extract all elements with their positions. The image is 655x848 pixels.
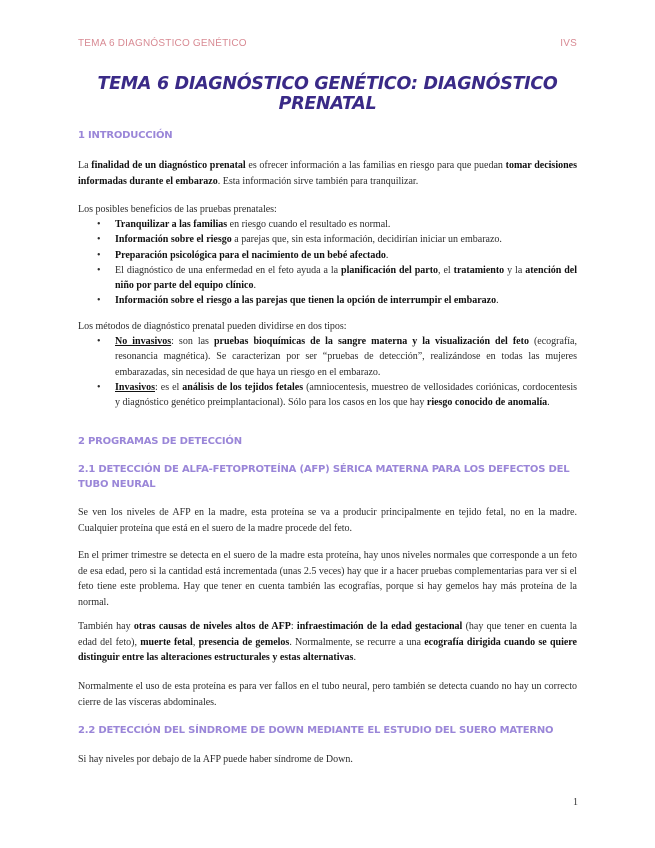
list-item — [78, 263, 577, 294]
subsection-heading-down: 2.2 DETECCIÓN DEL SÍNDROME DE DOWN MEDIANTE EL ESTUDIO DEL SUERO MATERNO — [78, 725, 554, 736]
bold-run: finalidad de un diagnóstico prenatal — [91, 160, 246, 171]
term-invasivos: Invasivos — [115, 381, 156, 393]
bold-run: planificación del parto — [341, 264, 439, 276]
running-header — [78, 38, 577, 49]
text-run: (amniocentesis, muestreo de vellosidades coriónicas, cordocentesis y diagnóstico genético preimplantacional). Sólo para los casos en los que hay — [115, 381, 577, 409]
header-initials: IVS — [560, 38, 577, 49]
text-run: También hay — [78, 621, 134, 632]
text-run: . Normalmente, se recurre a una — [289, 636, 425, 648]
text-run: . — [385, 249, 389, 261]
text-run: El diagnóstico de una enfermedad en el feto ayuda a la — [115, 264, 342, 276]
bold-run: infraestimación de la edad gestacional — [296, 621, 463, 632]
section-heading-programas: 2 PROGRAMAS DE DETECCIÓN — [78, 436, 242, 447]
page-number: 1 — [573, 797, 578, 808]
bold-run: tomar decisiones informadas durante el embarazo — [78, 160, 577, 187]
text-run: (ecografía, resonancia magnética). Se caracterizan por ser “pruebas de detección”, realizándose en todas las mujeres embarazadas, sin necesidad de que haya un riesgo en el embarazo. — [115, 336, 577, 378]
methods-intro: Los métodos de diagnóstico prenatal pueden dividirse en dos tipos: — [78, 321, 347, 332]
list-item — [78, 232, 577, 247]
bold-run: muerte fetal — [140, 636, 193, 648]
bold-run: tratamiento — [453, 264, 505, 276]
intro-paragraph — [78, 158, 577, 189]
text-run: : son las — [171, 336, 214, 347]
list-item — [78, 334, 577, 380]
bold-run: atención del niño por parte del equipo clínico — [115, 264, 578, 292]
text-run: La — [78, 160, 92, 171]
subsection-heading-afp: 2.1 DETECCIÓN DE ALFA-FETOPROTEÍNA (AFP) SÉRICA MATERNA PARA LOS DEFECTOS DEL TUBO NEURAL — [78, 464, 570, 490]
text-run: , — [192, 636, 199, 648]
text-run: . Esta información sirve también para tranquilizar. — [217, 175, 419, 187]
text-run: . — [253, 280, 256, 292]
text-run: en riesgo cuando el resultado es normal. — [227, 219, 391, 230]
bold-run: análisis de los tejidos fetales — [182, 381, 304, 393]
text-run: . — [353, 652, 356, 663]
bold-run: presencia de gemelos — [198, 636, 290, 648]
bold-run: pruebas bioquímicas de la sangre materna y la visualización del feto — [213, 336, 529, 347]
list-item — [78, 380, 577, 411]
text-run: . — [496, 295, 499, 307]
bold-run: Preparación psicológica para el nacimiento de un bebé afectado — [115, 249, 386, 261]
bold-run: Información sobre el riesgo — [115, 234, 232, 246]
header-title: TEMA 6 DIAGNÓSTICO GENÉTICO — [78, 38, 247, 49]
bold-run: ecografía dirigida cuando se quiere distinguir entre las alteraciones estructurales y estas alternativas — [78, 636, 577, 663]
section-heading-introduccion: 1 INTRODUCCIÓN — [78, 130, 173, 141]
bold-run: Tranquilizar a las familias — [115, 219, 228, 230]
benefits-list — [78, 217, 577, 309]
bold-run: Información sobre el riesgo a las parejas que tienen la opción de interrumpir el embarazo — [115, 295, 497, 307]
afp-paragraph-2: En el primer trimestre se detecta en el suero de la madre esta proteína, hay unos niveles normales que corresponde a un feto de esa edad, pero si la cantidad está incrementada (unas 2.5 veces) hay que ir a hacer pruebas complementarias para ver si el feto tiene este problema. Hay que tener en cuenta también las ecografías, porque si hay gemelos hay más proteína de la normal. — [78, 550, 577, 608]
bold-run: otras causas de niveles altos de AFP — [133, 621, 291, 632]
afp-paragraph-4: Normalmente el uso de esta proteína es para ver fallos en el tubo neural, pero también se detecta cuando no hay un correcto cierre de las vísceras abdominales. — [78, 681, 577, 708]
methods-list — [78, 334, 577, 410]
list-item — [78, 248, 577, 263]
list-item — [78, 217, 577, 232]
term-no-invasivos: No invasivos — [115, 336, 172, 347]
text-run: , el — [438, 264, 454, 276]
benefits-intro: Los posibles beneficios de las pruebas prenatales: — [78, 204, 277, 215]
text-run: a parejas que, sin esta información, decidirían iniciar un embarazo. — [231, 234, 502, 246]
bold-run: riesgo conocido de anomalía — [426, 397, 548, 409]
down-paragraph-1: Si hay niveles por debajo de la AFP puede haber síndrome de Down. — [78, 754, 353, 765]
document-title: TEMA 6 DIAGNÓSTICO GENÉTICO: DIAGNÓSTICO PRENATAL — [97, 74, 558, 114]
text-run: : es el — [155, 381, 183, 393]
text-run: es ofrecer información a las familias en riesgo para que puedan — [245, 160, 506, 171]
text-run: . — [547, 397, 550, 409]
list-item — [78, 293, 577, 308]
text-run: y la — [504, 264, 526, 276]
text-run: (hay que tener en cuenta la edad del feto), — [78, 621, 578, 648]
text-run: : — [290, 621, 297, 632]
afp-paragraph-3 — [78, 619, 577, 666]
afp-paragraph-1: Se ven los niveles de AFP en la madre, esta proteína se va a producir principalmente en tejido fetal, no en la madre. Cualquier proteína que está en el suero de la madre procede del feto. — [78, 507, 577, 534]
